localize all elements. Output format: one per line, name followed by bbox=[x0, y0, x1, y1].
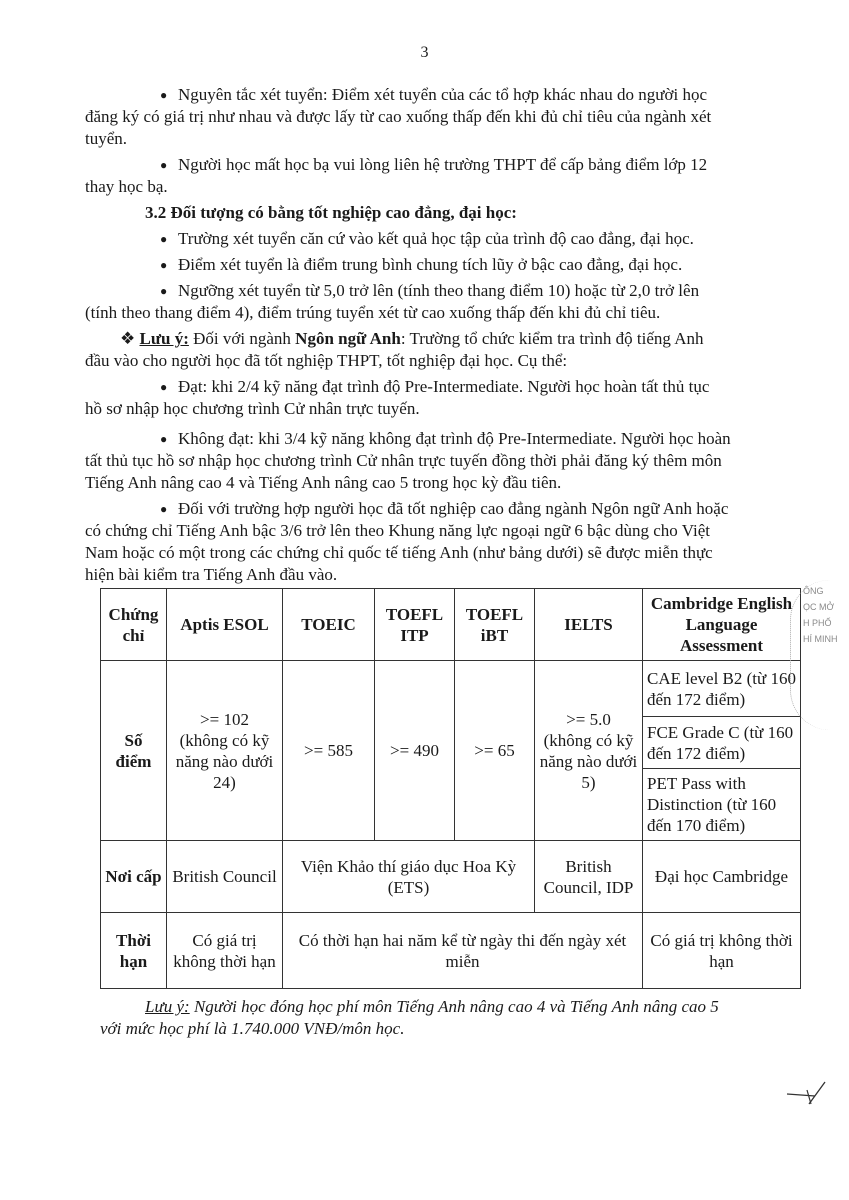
bullet-item: ● Điểm xét tuyển là điểm trung bình chung tích lũy ở bậc cao đẳng, đại học. bbox=[160, 255, 683, 274]
bullet-item: ● Trường xét tuyển căn cứ vào kết quả học tập của trình độ cao đẳng, đại học. bbox=[160, 229, 694, 248]
cell-cambridge-cae: CAE level B2 (từ 160 đến 172 điểm) bbox=[643, 661, 801, 717]
section-heading: 3.2 Đối tượng có bằng tốt nghiệp cao đẳng, đại học: bbox=[145, 203, 517, 222]
cell-toeic-score: >= 585 bbox=[283, 661, 375, 841]
cell-cambridge-validity: Có giá trị không thời hạn bbox=[643, 913, 801, 989]
diamond-bullet-icon: ❖ bbox=[120, 329, 136, 348]
english-major: Ngôn ngữ Anh bbox=[295, 329, 401, 348]
bullet-icon: ● bbox=[160, 284, 168, 298]
text-line: với mức học phí là 1.740.000 VNĐ/môn học. bbox=[100, 1019, 405, 1038]
header-certificate: Chứng chỉ bbox=[101, 589, 167, 661]
bullet-lost-transcript: ● Người học mất học bạ vui lòng liên hệ trường THPT để cấp bảng điểm lớp 12 bbox=[160, 155, 708, 174]
note-paragraph: ❖ Lưu ý: Đối với ngành Ngôn ngữ Anh: Trường tổ chức kiểm tra trình độ tiếng Anh bbox=[120, 329, 704, 348]
text-line: (tính theo thang điểm 4), điểm trúng tuyển xét từ cao xuống thấp đến khi đủ chỉ tiêu. bbox=[85, 303, 661, 322]
row-label-validity: Thời hạn bbox=[101, 913, 167, 989]
cell-cambridge-pet: PET Pass with Distinction (từ 160 đến 170 điểm) bbox=[643, 769, 801, 841]
certificate-table bbox=[100, 588, 801, 989]
table-header-row bbox=[101, 589, 801, 661]
text-line: đầu vào cho người học đã tốt nghiệp THPT, tốt nghiệp đại học. Cụ thể: bbox=[85, 351, 568, 370]
official-stamp: ÔNG ỌC MỞ H PHỐ HÍ MINH bbox=[790, 580, 849, 730]
bullet-icon: ● bbox=[160, 502, 168, 516]
table-row bbox=[101, 913, 801, 989]
footnote-label: Lưu ý: bbox=[145, 997, 190, 1016]
bullet-icon: ● bbox=[160, 258, 168, 272]
signature-mark bbox=[785, 1080, 830, 1110]
bullet-icon: ● bbox=[160, 380, 168, 394]
bullet-icon: ● bbox=[160, 158, 168, 172]
row-label-score: Số điểm bbox=[101, 661, 167, 841]
cell-aptis-score: >= 102 (không có kỹ năng nào dưới 24) bbox=[167, 661, 283, 841]
text-line: tất thủ tục hồ sơ nhập học chương trình Cử nhân trực tuyến đồng thời phải đăng ký thêm môn bbox=[85, 451, 722, 470]
bullet-item: ● Ngưỡng xét tuyển từ 5,0 trở lên (tính theo thang điểm 10) hoặc từ 2,0 trở lên bbox=[160, 281, 700, 300]
header-cambridge: Cambridge English Language Assessment bbox=[643, 589, 801, 661]
cell-aptis-validity: Có giá trị không thời hạn bbox=[167, 913, 283, 989]
cell-middle-validity: Có thời hạn hai năm kể từ ngày thi đến ngày xét miễn bbox=[283, 913, 643, 989]
text-line: hồ sơ nhập học chương trình Cử nhân trực tuyến. bbox=[85, 399, 420, 418]
cell-cambridge-fce: FCE Grade C (từ 160 đến 172 điểm) bbox=[643, 717, 801, 769]
text-line: đăng ký có giá trị như nhau và được lấy từ cao xuống thấp đến khi đủ chỉ tiêu của ngành xét bbox=[85, 107, 712, 126]
text-line: có chứng chỉ Tiếng Anh bậc 3/6 trở lên theo Khung năng lực ngoại ngữ 6 bậc dùng cho Việt bbox=[85, 521, 710, 540]
note-label: Lưu ý: bbox=[139, 329, 189, 348]
cell-toefl-ibt-score: >= 65 bbox=[455, 661, 535, 841]
row-label-issuer: Nơi cấp bbox=[101, 841, 167, 913]
bullet-icon: ● bbox=[160, 232, 168, 246]
table-row bbox=[101, 661, 801, 717]
header-toeic: TOEIC bbox=[283, 589, 375, 661]
bullet-fail: ● Không đạt: khi 3/4 kỹ năng không đạt trình độ Pre-Intermediate. Người học hoàn bbox=[160, 429, 731, 448]
table-row bbox=[101, 841, 801, 913]
footnote: Lưu ý: Người học đóng học phí môn Tiếng Anh nâng cao 4 và Tiếng Anh nâng cao 5 bbox=[145, 997, 719, 1016]
header-aptis: Aptis ESOL bbox=[167, 589, 283, 661]
cell-ielts-issuer: British Council, IDP bbox=[535, 841, 643, 913]
header-toefl-itp: TOEFL ITP bbox=[375, 589, 455, 661]
text-line: Nam hoặc có một trong các chứng chỉ quốc tế tiếng Anh (như bảng dưới) sẽ được miễn thực bbox=[85, 543, 713, 562]
bullet-pass: ● Đạt: khi 2/4 kỹ năng đạt trình độ Pre-Intermediate. Người học hoàn tất thủ tục bbox=[160, 377, 710, 396]
page-number: 3 bbox=[420, 44, 429, 61]
cell-ielts-score: >= 5.0 (không có kỹ năng nào dưới 5) bbox=[535, 661, 643, 841]
text-line: tuyển. bbox=[85, 129, 128, 148]
header-ielts: IELTS bbox=[535, 589, 643, 661]
cell-ets-issuer: Viện Khảo thí giáo dục Hoa Kỳ (ETS) bbox=[283, 841, 535, 913]
text-line: hiện bài kiểm tra Tiếng Anh đầu vào. bbox=[85, 565, 338, 584]
header-toefl-ibt: TOEFL iBT bbox=[455, 589, 535, 661]
bullet-icon: ● bbox=[160, 88, 168, 102]
bullet-admission-principle: ● Nguyên tắc xét tuyển: Điểm xét tuyển của các tổ hợp khác nhau do người học bbox=[160, 85, 708, 104]
text-line: thay học bạ. bbox=[85, 177, 168, 196]
bullet-icon: ● bbox=[160, 432, 168, 446]
text-line: Tiếng Anh nâng cao 4 và Tiếng Anh nâng cao 5 trong học kỳ đầu tiên. bbox=[85, 473, 562, 492]
bullet-exemption: ● Đối với trường hợp người học đã tốt nghiệp cao đẳng ngành Ngôn ngữ Anh hoặc bbox=[160, 499, 729, 518]
cell-toefl-itp-score: >= 490 bbox=[375, 661, 455, 841]
cell-aptis-issuer: British Council bbox=[167, 841, 283, 913]
cell-cambridge-issuer: Đại học Cambridge bbox=[643, 841, 801, 913]
